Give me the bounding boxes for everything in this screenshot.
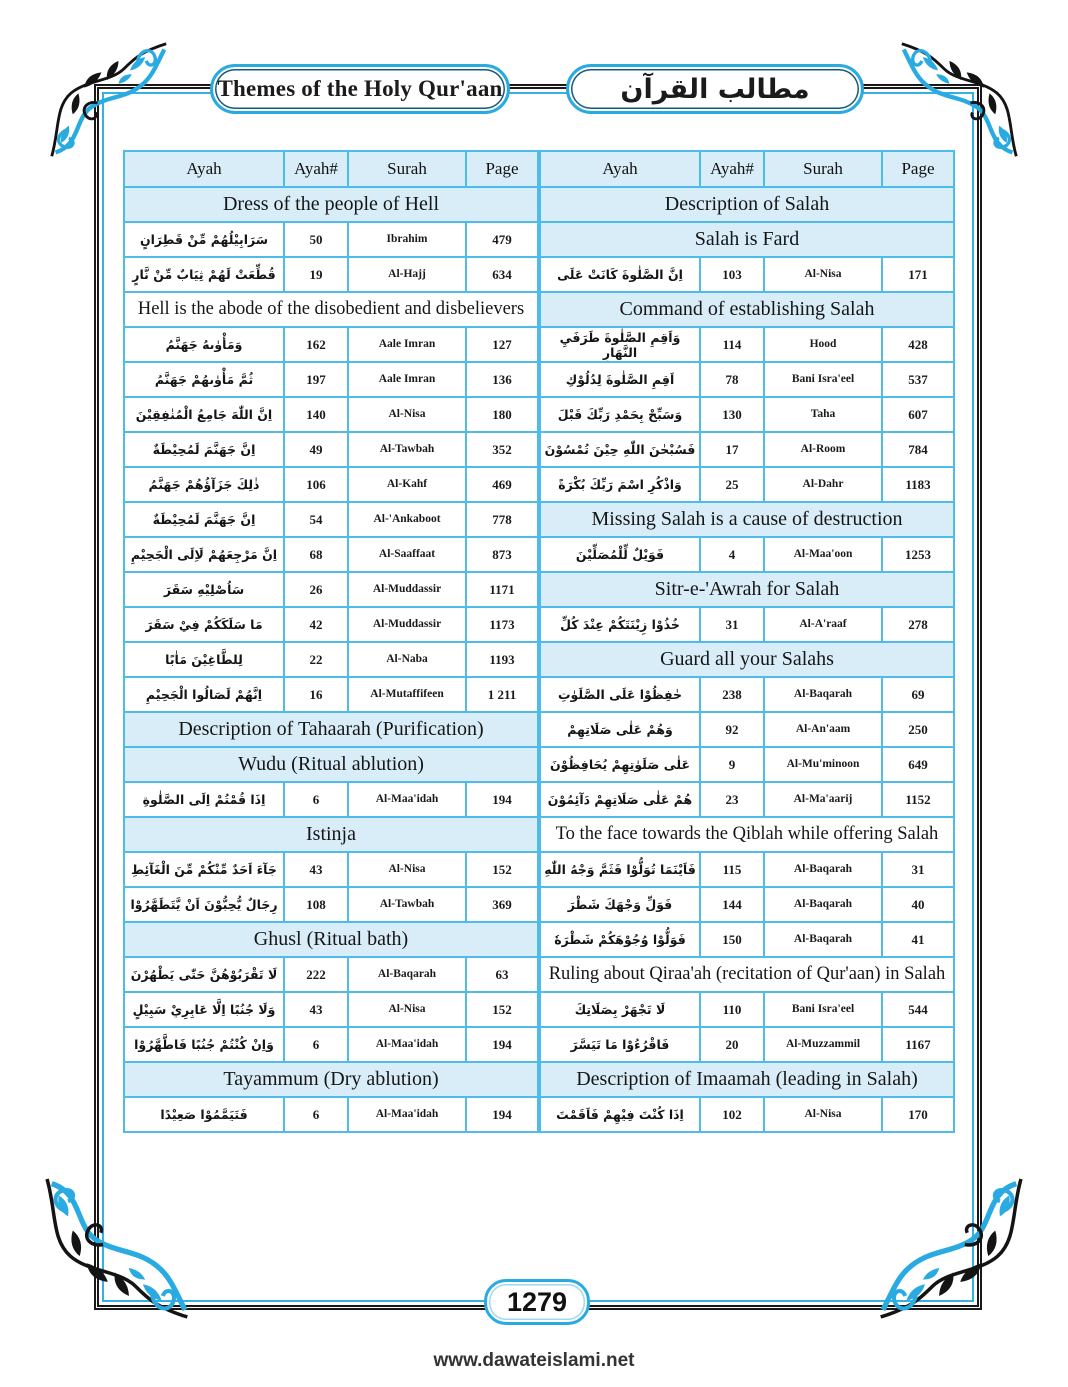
ayah-arabic-text: لَا تَقْرَبُوْهُنَّ حَتّٰى يَطْهُرْنَ [124, 957, 284, 992]
ayah-number: 140 [284, 397, 348, 432]
ayah-arabic-text: فَاقْرُءُوْا مَا تَيَسَّرَ [540, 1027, 700, 1062]
ayah-arabic-text: سَرَابِيْلُهُمْ مِّنْ قَطِرَانٍ [124, 222, 284, 257]
ayah-row [124, 432, 538, 467]
section-title: Description of Salah [540, 187, 954, 222]
column-header-surah: Surah [764, 151, 882, 187]
ayah-arabic-text: ذٰلِكَ جَزَآؤُهُمْ جَهَنَّمُ [124, 467, 284, 502]
page-title-arabic-text: مطالب القرآن [620, 73, 810, 105]
section-title: Dress of the people of Hell [124, 187, 538, 222]
section-title: Description of Tahaarah (Purification) [124, 712, 538, 747]
surah-name: Aale Imran [348, 362, 466, 397]
ayah-number: 92 [700, 712, 764, 747]
section-title: Wudu (Ritual ablution) [124, 747, 538, 782]
page-ref: 1193 [466, 642, 538, 677]
surah-name: Bani Isra'eel [764, 362, 882, 397]
column-header-ayah: Ayah [124, 151, 284, 187]
section-header-row [540, 502, 954, 537]
ayah-row [540, 607, 954, 642]
ayah-arabic-text: وَاِنْ كُنْتُمْ جُنُبًا فَاطَّهَّرُوْا [124, 1027, 284, 1062]
ayah-arabic-text: اِنَّ مَرْجِعَهُمْ لَاِلَى الْجَحِيْمِ [124, 537, 284, 572]
ayah-row [540, 1097, 954, 1132]
surah-name: Al-Mutaffifeen [348, 677, 466, 712]
column-header-ayah-number: Ayah# [700, 151, 764, 187]
ayah-row [540, 677, 954, 712]
ayah-row [124, 957, 538, 992]
ayah-arabic-text: اَقِمِ الصَّلٰوةَ لِدُلُوْكِ [540, 362, 700, 397]
ayah-number: 20 [700, 1027, 764, 1062]
ayah-arabic-text: فَوَلُّوْا وُجُوْهَكُمْ شَطْرَهٗ [540, 922, 700, 957]
section-title: Ruling about Qiraa'ah (recitation of Qur'aan) in Salah [540, 957, 954, 992]
ayah-row [124, 992, 538, 1027]
surah-name: Al-Nisa [348, 397, 466, 432]
column-header-row [124, 151, 538, 187]
ayah-arabic-text: فَسُبْحٰنَ اللّٰهِ حِيْنَ تُمْسُوْنَ [540, 432, 700, 467]
ayah-row [540, 852, 954, 887]
ayah-arabic-text: فَتَيَمَّمُوْا صَعِيْدًا [124, 1097, 284, 1132]
surah-name: Taha [764, 397, 882, 432]
surah-name: Al-Maa'oon [764, 537, 882, 572]
section-header-row [124, 292, 538, 327]
section-title: Tayammum (Dry ablution) [124, 1062, 538, 1097]
page-ref: 127 [466, 327, 538, 362]
corner-flourish-icon [46, 38, 170, 162]
ayah-row [540, 1027, 954, 1062]
ayah-row [124, 677, 538, 712]
page-ref: 352 [466, 432, 538, 467]
ayah-number: 102 [700, 1097, 764, 1132]
page-title-text: Themes of the Holy Qur'aan [217, 76, 503, 101]
corner-flourish-icon [40, 1172, 192, 1324]
ayah-arabic-text: فَاَيْنَمَا تُوَلُّوْا فَثَمَّ وَجْهُ اللّٰهِ [540, 852, 700, 887]
column-header-page: Page [882, 151, 954, 187]
page-ref: 40 [882, 887, 954, 922]
ayah-row [124, 397, 538, 432]
surah-name: Al-Ma'aarij [764, 782, 882, 817]
section-header-row [540, 817, 954, 852]
page-ref: 1 211 [466, 677, 538, 712]
index-tables [123, 150, 951, 1133]
corner-flourish-icon [876, 1172, 1028, 1324]
ayah-number: 43 [284, 992, 348, 1027]
section-header-row [124, 747, 538, 782]
ayah-number: 130 [700, 397, 764, 432]
section-header-row [540, 222, 954, 257]
page-ref: 31 [882, 852, 954, 887]
surah-name: Al-Baqarah [348, 957, 466, 992]
ayah-arabic-text: حٰفِظُوْا عَلَى الصَّلَوٰتِ [540, 677, 700, 712]
page-ref: 136 [466, 362, 538, 397]
surah-name: Al-Mu'minoon [764, 747, 882, 782]
ayah-arabic-text: اِنَّهُمْ لَصَالُوا الْجَحِيْمِ [124, 677, 284, 712]
surah-name: Bani Isra'eel [764, 992, 882, 1027]
page-ref: 152 [466, 852, 538, 887]
ayah-number: 115 [700, 852, 764, 887]
footer-url: www.dawateislami.net [433, 1350, 635, 1371]
ayah-arabic-text: سَاُصْلِيْهِ سَقَرَ [124, 572, 284, 607]
ayah-number: 150 [700, 922, 764, 957]
section-title: To the face towards the Qiblah while offering Salah [540, 817, 954, 852]
ayah-arabic-text: وَلَا جُنُبًا اِلَّا عَابِرِيْ سَبِيْلٍ [124, 992, 284, 1027]
page-ref: 873 [466, 537, 538, 572]
ayah-number: 238 [700, 677, 764, 712]
ayah-arabic-text: اِذَا كُنْتَ فِيْهِمْ فَاَقَمْتَ [540, 1097, 700, 1132]
surah-name: Al-Baqarah [764, 887, 882, 922]
surah-name: Al-A'raaf [764, 607, 882, 642]
section-title: Istinja [124, 817, 538, 852]
ayah-row [124, 222, 538, 257]
ayah-number: 23 [700, 782, 764, 817]
ayah-row [124, 257, 538, 292]
ayah-row [540, 467, 954, 502]
surah-name: Hood [764, 327, 882, 362]
ayah-arabic-text: وَمَأْوٰىهُ جَهَنَّمُ [124, 327, 284, 362]
section-title: Missing Salah is a cause of destruction [540, 502, 954, 537]
surah-name: Al-Baqarah [764, 852, 882, 887]
section-header-row [540, 187, 954, 222]
page-title [210, 64, 510, 114]
section-header-row [540, 1062, 954, 1097]
surah-name: Al-Maa'idah [348, 1097, 466, 1132]
surah-name: Al-Saaffaat [348, 537, 466, 572]
page-ref: 649 [882, 747, 954, 782]
ayah-number: 43 [284, 852, 348, 887]
column-header-row [540, 151, 954, 187]
ayah-row [540, 397, 954, 432]
section-header-row [540, 957, 954, 992]
themes-table-left [123, 150, 539, 1133]
ayah-row [124, 572, 538, 607]
section-title: Sitr-e-'Awrah for Salah [540, 572, 954, 607]
ayah-number: 103 [700, 257, 764, 292]
ayah-number: 31 [700, 607, 764, 642]
ayah-arabic-text: اِنَّ اللّٰهَ جَامِعُ الْمُنٰفِقِيْنَ [124, 397, 284, 432]
surah-name: Al-Tawbah [348, 432, 466, 467]
ayah-row [124, 607, 538, 642]
ayah-number: 144 [700, 887, 764, 922]
ayah-number: 68 [284, 537, 348, 572]
themes-table-right [539, 150, 955, 1133]
surah-name: Al-Muzzammil [764, 1027, 882, 1062]
page-ref: 1173 [466, 607, 538, 642]
page-ref: 607 [882, 397, 954, 432]
page-ref: 469 [466, 467, 538, 502]
ayah-row [540, 362, 954, 397]
ayah-number: 19 [284, 257, 348, 292]
page-ref: 180 [466, 397, 538, 432]
ayah-row [124, 362, 538, 397]
section-header-row [124, 712, 538, 747]
section-title: Command of establishing Salah [540, 292, 954, 327]
surah-name: Al-Maa'idah [348, 1027, 466, 1062]
page-ref: 278 [882, 607, 954, 642]
ayah-arabic-text: عَلٰى صَلَوٰتِهِمْ يُحَافِظُوْنَ [540, 747, 700, 782]
ayah-arabic-text: فَوَلِّ وَجْهَكَ شَطْرَ [540, 887, 700, 922]
page-ref: 537 [882, 362, 954, 397]
ayah-row [540, 327, 954, 362]
page-ref: 171 [882, 257, 954, 292]
section-header-row [540, 292, 954, 327]
page-ref: 1171 [466, 572, 538, 607]
ayah-row [124, 537, 538, 572]
surah-name: Al-Naba [348, 642, 466, 677]
section-title: Guard all your Salahs [540, 642, 954, 677]
corner-flourish-icon [898, 38, 1022, 162]
page-ref: 634 [466, 257, 538, 292]
page-ref: 479 [466, 222, 538, 257]
surah-name: Al-Kahf [348, 467, 466, 502]
ayah-arabic-text: وَسَبِّحْ بِحَمْدِ رَبِّكَ قَبْلَ [540, 397, 700, 432]
ayah-row [124, 1097, 538, 1132]
ayah-row [540, 782, 954, 817]
ayah-number: 6 [284, 1027, 348, 1062]
ayah-arabic-text: وَهُمْ عَلٰى صَلَاتِهِمْ [540, 712, 700, 747]
ayah-row [540, 712, 954, 747]
surah-name: Aale Imran [348, 327, 466, 362]
page-ref: 428 [882, 327, 954, 362]
column-header-ayah-number: Ayah# [284, 151, 348, 187]
ayah-arabic-text: مَا سَلَكَكُمْ فِيْ سَقَرَ [124, 607, 284, 642]
ayah-row [124, 502, 538, 537]
ayah-row [540, 537, 954, 572]
ayah-number: 42 [284, 607, 348, 642]
ayah-number: 16 [284, 677, 348, 712]
page-ref: 194 [466, 782, 538, 817]
ayah-arabic-text: فَوَيْلٌ لِّلْمُصَلِّيْنَ [540, 537, 700, 572]
section-header-row [124, 817, 538, 852]
page-ref: 544 [882, 992, 954, 1027]
column-header-surah: Surah [348, 151, 466, 187]
ayah-number: 50 [284, 222, 348, 257]
ayah-row [540, 922, 954, 957]
ayah-row [124, 887, 538, 922]
ayah-number: 9 [700, 747, 764, 782]
ayah-number: 26 [284, 572, 348, 607]
page-ref: 152 [466, 992, 538, 1027]
page-ref: 369 [466, 887, 538, 922]
ayah-arabic-text: لِلطَّاغِيْنَ مَاٰبًا [124, 642, 284, 677]
ayah-arabic-text: وَاَقِمِ الصَّلٰوةَ طَرَفَيِ النَّهَارِ [540, 327, 700, 362]
ayah-number: 222 [284, 957, 348, 992]
ayah-number: 54 [284, 502, 348, 537]
ayah-number: 6 [284, 782, 348, 817]
ayah-row [124, 782, 538, 817]
section-header-row [540, 572, 954, 607]
ayah-number: 162 [284, 327, 348, 362]
ayah-row [540, 747, 954, 782]
surah-name: Al-Nisa [348, 852, 466, 887]
page-title-arabic [566, 64, 864, 114]
page-number-badge [484, 1279, 590, 1325]
ayah-number: 6 [284, 1097, 348, 1132]
section-title: Ghusl (Ritual bath) [124, 922, 538, 957]
section-header-row [540, 642, 954, 677]
surah-name: Al-Room [764, 432, 882, 467]
ayah-number: 114 [700, 327, 764, 362]
ayah-row [540, 887, 954, 922]
ayah-arabic-text: اِنَّ الصَّلٰوةَ كَانَتْ عَلَى [540, 257, 700, 292]
ayah-arabic-text: قُطِّعَتْ لَهُمْ ثِيَابٌ مِّنْ نَّارٍ [124, 257, 284, 292]
ayah-arabic-text: اِذَا قُمْتُمْ اِلَى الصَّلٰوةِ [124, 782, 284, 817]
ayah-arabic-text: اِنَّ جَهَنَّمَ لَمُحِيْطَةٌ [124, 502, 284, 537]
ayah-arabic-text: رِجَالٌ يُّحِبُّوْنَ اَنْ يَّتَطَهَّرُوْا [124, 887, 284, 922]
page-ref: 250 [882, 712, 954, 747]
page-ref: 778 [466, 502, 538, 537]
ayah-row [124, 642, 538, 677]
page-ref: 194 [466, 1027, 538, 1062]
surah-name: Al-Muddassir [348, 572, 466, 607]
surah-name: Al-Dahr [764, 467, 882, 502]
ayah-number: 49 [284, 432, 348, 467]
page-ref: 41 [882, 922, 954, 957]
page-ref: 1167 [882, 1027, 954, 1062]
column-header-page: Page [466, 151, 538, 187]
ayah-row [124, 1027, 538, 1062]
ayah-arabic-text: وَاذْكُرِ اسْمَ رَبِّكَ بُكْرَةً [540, 467, 700, 502]
surah-name: Ibrahim [348, 222, 466, 257]
page-number: 1279 [506, 1286, 568, 1317]
section-header-row [124, 1062, 538, 1097]
surah-name: Al-Muddassir [348, 607, 466, 642]
ayah-arabic-text: جَآءَ اَحَدٌ مِّنْكُمْ مِّنَ الْغَآئِطِ [124, 852, 284, 887]
column-header-ayah: Ayah [540, 151, 700, 187]
section-title: Salah is Fard [540, 222, 954, 257]
ayah-row [124, 327, 538, 362]
ayah-number: 17 [700, 432, 764, 467]
section-title: Hell is the abode of the disobedient and disbelievers [124, 292, 538, 327]
ayah-number: 106 [284, 467, 348, 502]
ayah-arabic-text: هُمْ عَلٰى صَلَاتِهِمْ دَآئِمُوْنَ [540, 782, 700, 817]
section-header-row [124, 187, 538, 222]
ayah-row [540, 432, 954, 467]
ayah-number: 110 [700, 992, 764, 1027]
ayah-row [124, 852, 538, 887]
ayah-number: 197 [284, 362, 348, 397]
page-ref: 69 [882, 677, 954, 712]
ayah-row [124, 467, 538, 502]
ayah-row [540, 257, 954, 292]
ayah-arabic-text: ثُمَّ مَأْوٰىهُمْ جَهَنَّمُ [124, 362, 284, 397]
section-header-row [124, 922, 538, 957]
ayah-number: 108 [284, 887, 348, 922]
page-ref: 1253 [882, 537, 954, 572]
page-ref: 170 [882, 1097, 954, 1132]
page-ref: 63 [466, 957, 538, 992]
surah-name: Al-Hajj [348, 257, 466, 292]
section-title: Description of Imaamah (leading in Salah) [540, 1062, 954, 1097]
surah-name: Al-An'aam [764, 712, 882, 747]
surah-name: Al-Baqarah [764, 922, 882, 957]
ayah-arabic-text: لَا تَجْهَرْ بِصَلَاتِكَ [540, 992, 700, 1027]
surah-name: Al-Baqarah [764, 677, 882, 712]
surah-name: Al-Nisa [764, 257, 882, 292]
surah-name: Al-Maa'idah [348, 782, 466, 817]
ayah-row [540, 992, 954, 1027]
surah-name: Al-'Ankaboot [348, 502, 466, 537]
surah-name: Al-Nisa [348, 992, 466, 1027]
ayah-number: 4 [700, 537, 764, 572]
ayah-arabic-text: اِنَّ جَهَنَّمَ لَمُحِيْطَةٌ [124, 432, 284, 467]
page-ref: 1183 [882, 467, 954, 502]
ayah-number: 22 [284, 642, 348, 677]
page-ref: 784 [882, 432, 954, 467]
surah-name: Al-Nisa [764, 1097, 882, 1132]
ayah-arabic-text: خُذُوْا زِيْنَتَكُمْ عِنْدَ كُلِّ [540, 607, 700, 642]
ayah-number: 25 [700, 467, 764, 502]
page-ref: 194 [466, 1097, 538, 1132]
page-ref: 1152 [882, 782, 954, 817]
surah-name: Al-Tawbah [348, 887, 466, 922]
ayah-number: 78 [700, 362, 764, 397]
